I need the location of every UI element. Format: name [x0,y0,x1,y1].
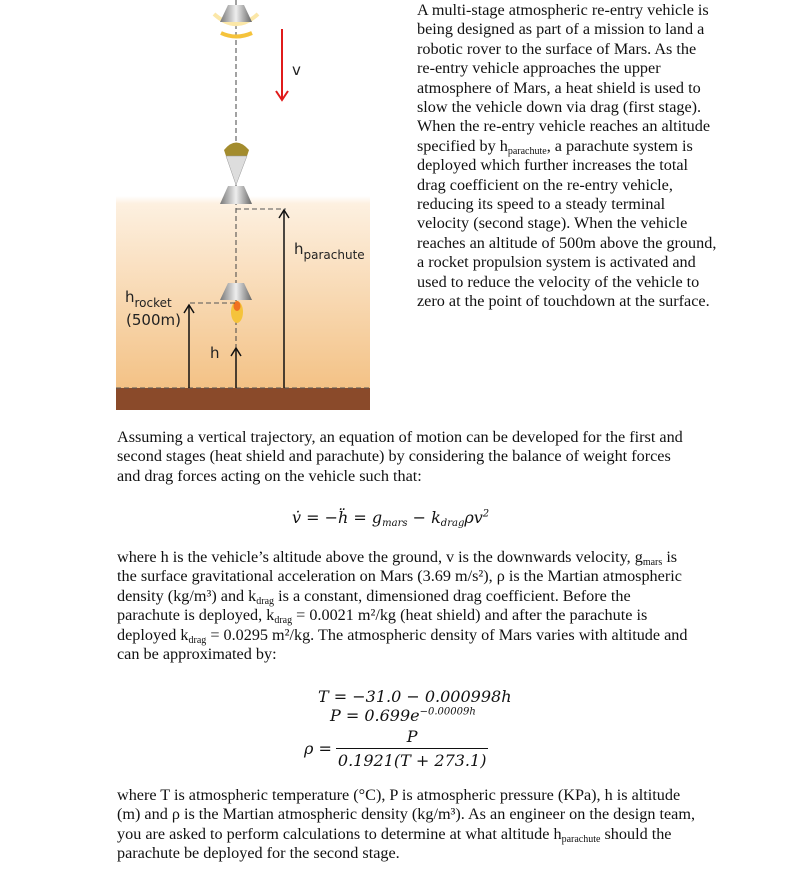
density-equation [304,727,486,770]
h-parachute-sub: parachute [303,248,365,262]
eq-sub: mars [382,518,408,529]
temperature-equation: T = −31.0 − 0.000998h [318,687,512,706]
reentry-diagram [116,0,370,410]
subscript: parachute [561,833,601,845]
mars-ground [116,388,370,410]
text: should the parachute be deployed for the second stage. [117,824,672,863]
eq-part: − k [407,508,441,527]
eq-part: P = 0.699e [330,706,420,725]
h-rocket-label: h [125,288,135,306]
text: is the surface gravitational acceleration on Mars (3.69 m/s²), ρ is the Martian atmospheric density (kg/m³) and k [117,548,682,605]
text: where T is atmospheric temperature (°C), P is atmospheric pressure (KPa), h is altitude (m) and ρ is the Martian atmospheric density (kg/m³). As an engineer on the design team, you are asked to perform calculations to determine at what altitude h [117,786,695,843]
subscript: drag [188,634,207,646]
task-paragraph [117,786,697,864]
rocket-altitude-label: (500m) [126,311,181,329]
subscript: parachute [507,145,547,157]
eq-part: ρ = [304,739,332,758]
text: is a constant, dimensioned drag coefficient. Before the parachute is deployed, k [117,586,631,625]
pressure-equation [330,706,476,725]
eq-sup: 2 [482,508,490,520]
text: , a parachute system is deployed which further increases the total drag coefficient on the re-entry vehicle, reducing its speed to a steady terminal velocity (second stage). When the vehicle reaches an altitude of 500m above the ground, a rocket propulsion system is activated and used to reduce the velocity of the vehicle to zero at the point of touchdown at the surface. [417,136,717,311]
denominator: 0.1921(T + 273.1) [337,751,487,770]
h-parachute-label: h [294,240,304,258]
eq-part: ρv [464,508,483,527]
velocity-label: v [292,61,301,79]
eq-part: v̇ = −ḧ = g [292,508,383,527]
h-rocket-sub: rocket [134,296,172,310]
subscript: drag [274,615,293,627]
text: = 0.0021 m²/kg (heat shield) and after the parachute is deployed k [117,606,648,644]
h-label: h [210,344,220,362]
equation-of-motion [292,508,489,527]
text: A multi-stage atmospheric re-entry vehicle is being designed as part of a mission to land a robotic rover to the surface of Mars. As the re-entry vehicle approaches the upper atmosphere of Mars, a heat shield is used to slow the vehicle down via drag (first stage). When the re-entry vehicle reaches an altitude specified by h [417,1,711,155]
subscript: mars [642,557,663,568]
assumption-paragraph: Assuming a vertical trajectory, an equation of motion can be developed for the first and second stages (heat shield and parachute) by considering the balance of weight forces and drag forces acting on the vehicle such that: [117,428,683,485]
text: where h is the vehicle’s altitude above the ground, v is the downwards velocity, g [117,548,643,566]
fraction [338,727,487,770]
eq-sup: −0.00009h [419,706,476,718]
definitions-paragraph [117,548,697,664]
subscript: drag [256,595,275,607]
text: = 0.0295 m²/kg. The atmospheric density of Mars varies with altitude and can be approximated by: [117,625,688,664]
numerator: P [336,727,489,749]
eq-sub: drag [440,518,465,529]
intro-paragraph [417,1,717,312]
